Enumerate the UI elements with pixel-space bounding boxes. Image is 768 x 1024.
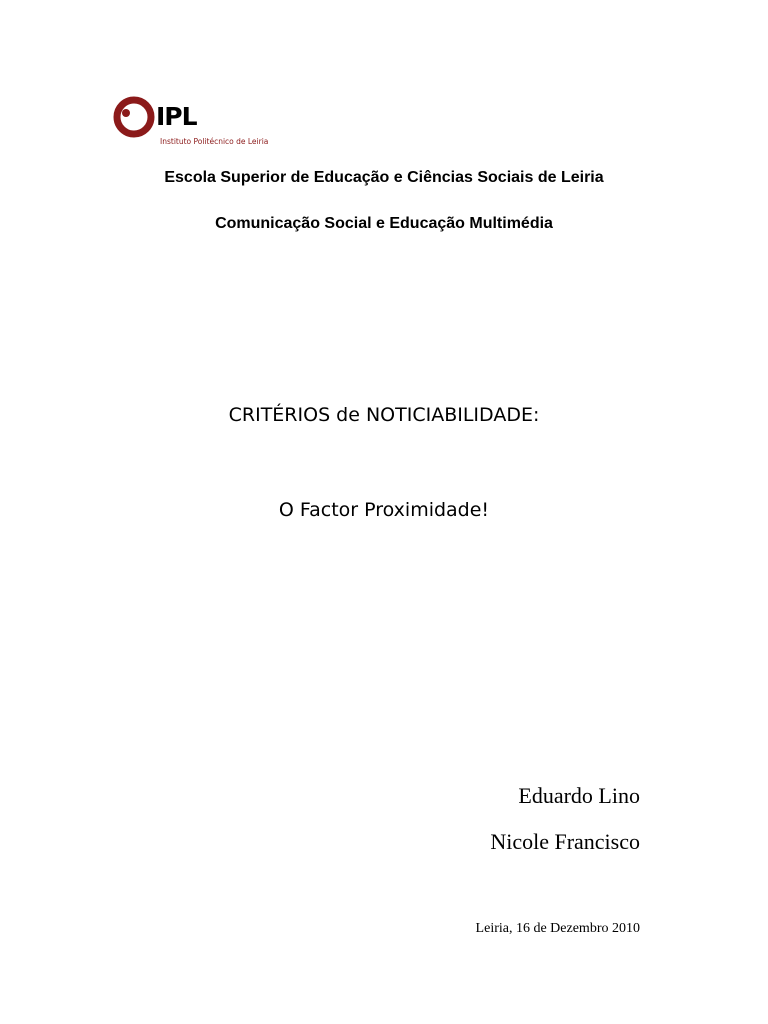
author-name: Nicole Francisco (490, 829, 640, 854)
school-name: Escola Superior de Educação e Ciências Sociais de Leiria (164, 169, 604, 186)
logo-acronym: IPL (156, 102, 197, 131)
document-title: CRITÉRIOS de NOTICIABILIDADE: (228, 404, 540, 426)
course-name: Comunicação Social e Educação Multimédia (215, 215, 553, 232)
ipl-logo (112, 94, 282, 154)
ipl-circle-icon (112, 94, 156, 140)
author-name: Eduardo Lino (518, 783, 640, 808)
logo-institution: Instituto Politécnico de Leiria (160, 137, 269, 146)
place-date: Leiria, 16 de Dezembro 2010 (475, 921, 640, 936)
document-subtitle: O Factor Proximidade! (278, 499, 490, 521)
